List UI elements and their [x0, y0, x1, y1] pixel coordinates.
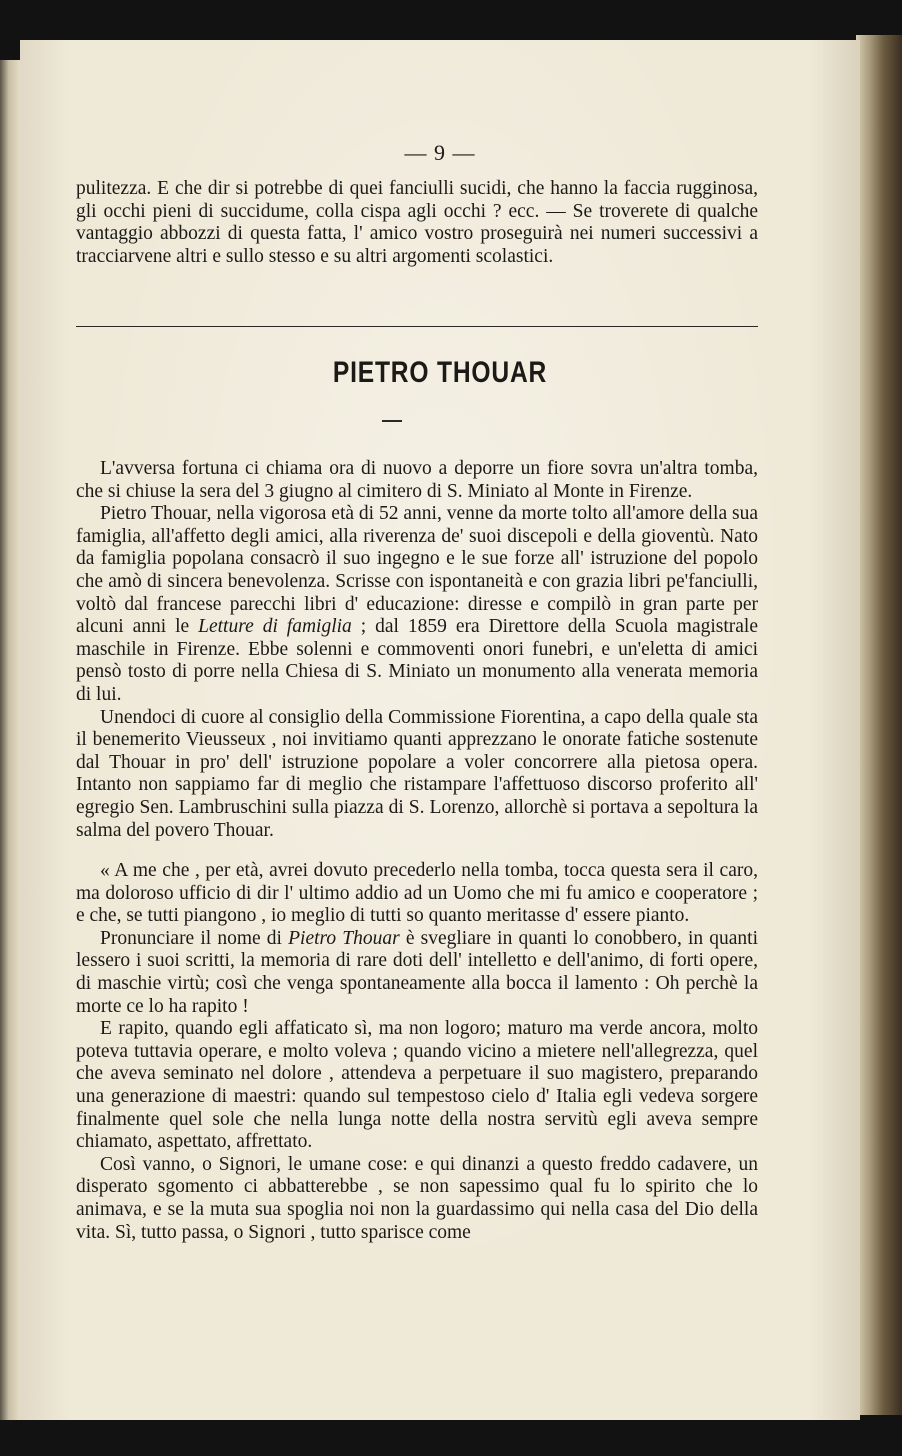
section-divider [76, 326, 758, 327]
paragraph-5-italic: Pietro Thouar [288, 927, 400, 949]
paragraph-2 [76, 503, 758, 706]
paragraph-1: L'avversa fortuna ci chiama ora di nuovo a deporre un fiore sovra un'altra tomba, che si chiuse la sera del 3 giugno al cimitero di S. Miniato al Monte in Firenze. [76, 458, 758, 502]
page-sheet [20, 40, 860, 1420]
top-paragraph: pulitezza. E che dir si potrebbe di quei fanciulli sucidi, che hanno la faccia rugginosa, gli occhi pieni di succidume, colla cispa agli occhi ? ecc. — Se troverete di qualche vantaggio abbozzi di questa fatta, l' amico vostro proseguirà nei numeri successivi a tracciarvene altri e sullo stesso e su altri argomenti scolastici. [76, 178, 758, 267]
paragraph-4-quote: « A me che , per età, avrei dovuto precederlo nella tomba, tocca questa sera il caro, ma doloroso ufficio di dir l' ultimo addio ad un Uomo che mi fu amico e cooperatore ; e che, se tutti piangono , io meglio di tutti so quanto meritasse d' essere pianto. [76, 860, 758, 927]
article-title: PIETRO THOUAR [332, 356, 548, 389]
paragraph-6: E rapito, quando egli affaticato sì, ma non logoro; maturo ma verde ancora, molto poteva tuttavia operare, e molto voleva ; quando vicino a mietere nell'allegrezza, quel che aveva seminato nel dolore , attendeva a perpetuare il suo magistero, preparando una generazione di maestri: quando sul tempestoso cielo d' Italia egli vedeva sorgere finalmente quel sole che nella lunga notte della nostra servitù egli aveva sempre chiamato, aspettato, affrettato. [76, 1018, 758, 1153]
paragraph-7: Così vanno, o Signori, le umane cose: e qui dinanzi a questo freddo cadavere, un disperato sgomento ci abbatterebbe , se non sapessimo qual fu lo spirito che lo animava, e se la muta sua spoglia noi non la guardassimo qui nella casa del Dio della vita. Sì, tutto passa, o Signori , tutto sparisce come [76, 1153, 758, 1243]
paragraph-2-italic: Letture di famiglia [198, 616, 352, 638]
paragraph-2-text-b: ; dal 1859 era Direttore della Scuola magistrale maschile in Firenze. Ebbe solenni e commoventi onori funebri, e un'eletta di amici pensò tosto di porre nella Chiesa di S. Miniato un monumento alla venerata memoria di lui. [76, 616, 758, 705]
left-page-edge [0, 60, 22, 1420]
page-number: — 9 — [404, 140, 476, 165]
title-ornament [382, 420, 402, 422]
paragraph-3: Unendoci di cuore al consiglio della Commissione Fiorentina, a capo della quale sta il benemerito Vieusseux , noi invitiamo quanti apprezzano le onorate fatiche sostenute dal Thouar in pro' dell' istruzione popolare a voler concorrere alla pietosa opera. Intanto non sappiamo far di meglio che ristampare l'affettuoso discorso proferito all' egregio Sen. Lambruschini sulla piazza di S. Lorenzo, allorchè si portava a sepoltura la salma del povero Thouar. [76, 706, 758, 841]
paragraph-2-text-a: Pietro Thouar, nella vigorosa età di 52 anni, venne da morte tolto all'amore della sua famiglia, all'affetto degli amici, alla riverenza de' suoi discepoli e della gioventù. Nato da famiglia popolana consacrò il suo ingegno e le sue forze all' istruzione del popolo che amò di sincera benevolenza. Scrisse con ispontaneità e con grazia libri pe'fanciulli, voltò dal francese parecchi libri d' educazione: diresse e compilò in gran parte per alcuni anni le [76, 503, 758, 638]
paragraph-5 [76, 928, 758, 1018]
article-body [76, 458, 758, 1244]
book-binding-edge [856, 35, 902, 1415]
top-paragraph-block [76, 178, 758, 268]
paragraph-5-text-b: è svegliare in quanti lo conobbero, in quanti lessero i suoi scritti, la memoria di rare doti dell' intelletto e dell'animo, di forti opere, di maschie virtù; così che venga spontaneamente alla bocca il lamento : Oh perchè la morte ce lo ha rapito ! [76, 927, 759, 1017]
paragraph-5-text-a: Pronunciare il nome di [100, 927, 289, 949]
